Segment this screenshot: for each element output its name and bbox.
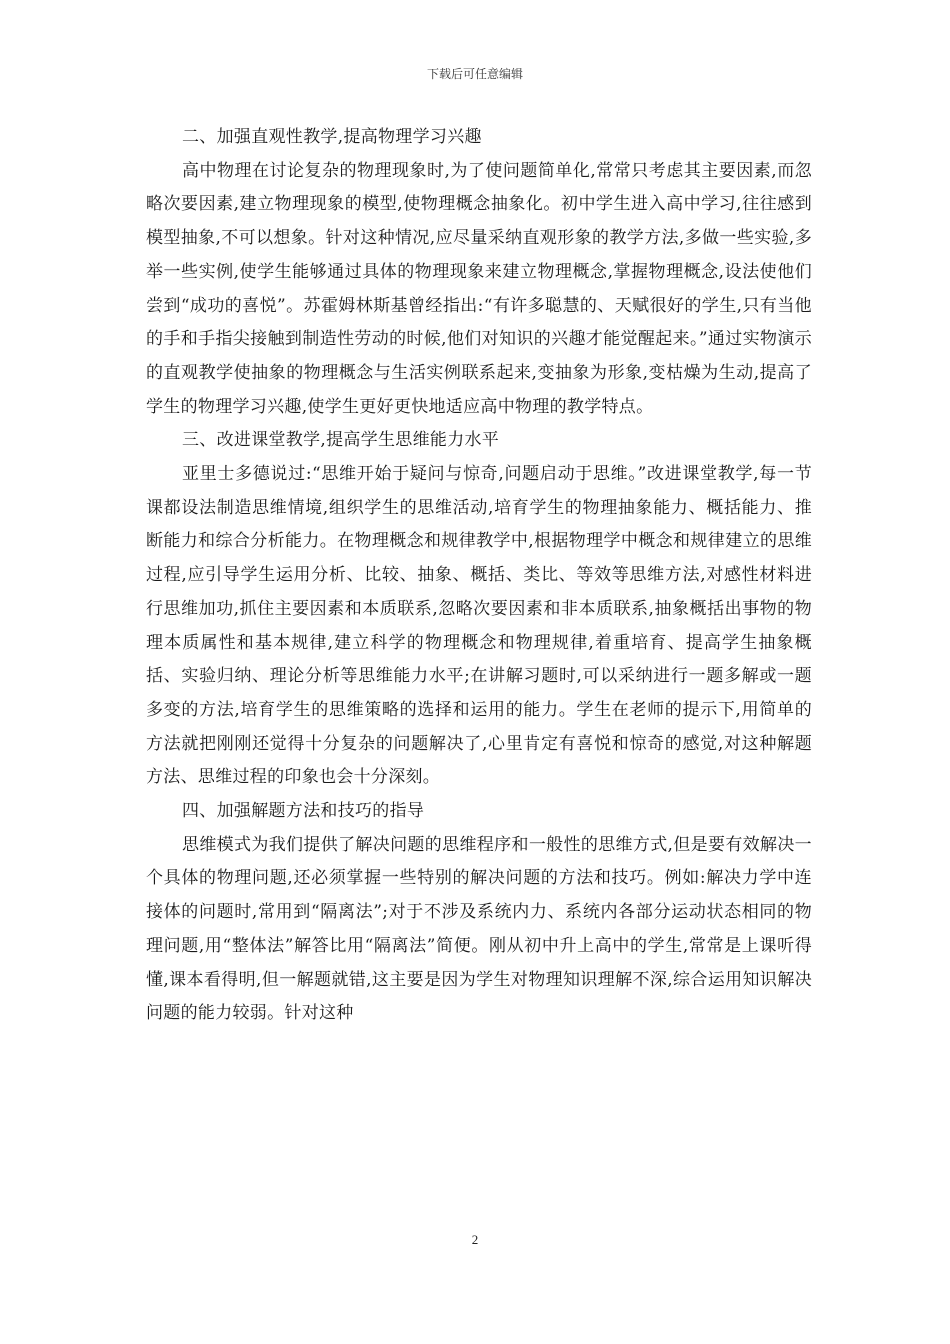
paragraph: 亚里士多德说过:“思维开始于疑问与惊奇,问题启动于思维。”改进课堂教学,每一节课都设法制造思维情境,组织学生的思维活动,培育学生的物理抽象能力、概括能力、推断能力和综合分析能力。在物理概念和规律教学中,根据物理学中概念和规律建立的思维过程,应引导学生运用分析、比较、抽象、概括、类比、等效等思维方法,对感性材料进行思维加功,抓住主要因素和本质联系,忽略次要因素和非本质联系,抽象概括出事物的物理本质属性和基本规律,建立科学的物理概念和物理规律,着重培育、提高学生抽象概括、实验归纳、理论分析等思维能力水平;在讲解习题时,可以采纳进行一题多解或一题多变的方法,培育学生的思维策略的选择和运用的能力。学生在老师的提示下,用简单的方法就把刚刚还觉得十分复杂的问题解决了,心里肯定有喜悦和惊奇的感觉,对这种解题方法、思维过程的印象也会十分深刻。 [146, 464, 812, 788]
section-heading-2: 二、加强直观性教学,提高物理学习兴趣 [182, 127, 482, 147]
section-heading-4: 四、加强解题方法和技巧的指导 [182, 801, 425, 822]
page-number: 2 [471, 1232, 479, 1247]
paragraph: 高中物理在讨论复杂的物理现象时,为了使问题简单化,常常只考虑其主要因素,而忽略次要因素,建立物理现象的模型,使物理概念抽象化。初中学生进入高中学习,往往感到模型抽象,不可以想象。针对这种情况,应尽量采纳直观形象的教学方法,多做一些实验,多举一些实例,使学生能够通过具体的物理现象来建立物理概念,掌握物理概念,设法使他们尝到“成功的喜悦”。苏霍姆林斯基曾经指出:“有许多聪慧的、天赋很好的学生,只有当他的手和手指尖接触到制造性劳动的时候,他们对知识的兴趣才能觉醒起来。”通过实物演示的直观教学使抽象的物理概念与生活实例联系起来,变抽象为形象,变枯燥为生动,提高了学生的物理学习兴趣,使学生更好更快地适应高中物理的教学特点。 [146, 160, 812, 417]
section-heading-3: 三、改进课堂教学,提高学生思维能力水平 [182, 430, 500, 451]
document-body [146, 121, 812, 1031]
page-header: 下载后可任意编辑 [426, 67, 523, 81]
paragraph: 思维模式为我们提供了解决问题的思维程序和一般性的思维方式,但是要有效解决一个具体的物理问题,还必须掌握一些特别的解决问题的方法和技巧。例如:解决力学中连接体的问题时,常用到“隔离法”;对于不涉及系统内力、系统内各部分运动状态相同的物理问题,用“整体法”解答比用“隔离法”简便。刚从初中升上高中的学生,常常是上课听得懂,课本看得明,但一解题就错,这主要是因为学生对物理知识理解不深,综合运用知识解决问题的能力较弱。针对这种 [146, 834, 812, 1024]
